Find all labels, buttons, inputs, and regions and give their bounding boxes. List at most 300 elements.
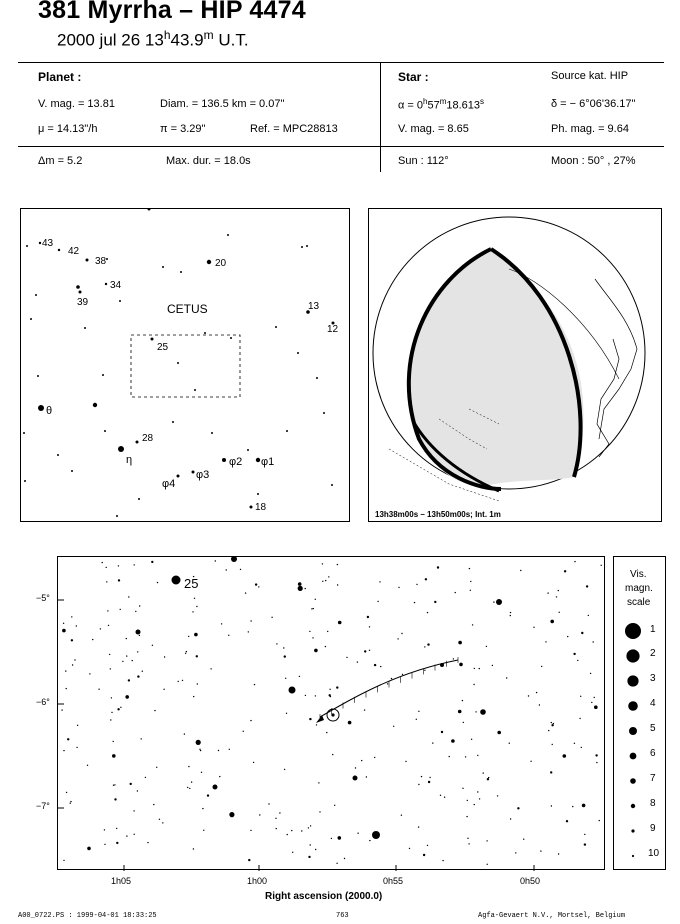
scale-label-10: 10 — [648, 848, 660, 859]
field-star — [595, 754, 597, 756]
field-star — [284, 769, 285, 770]
finder-star — [23, 432, 25, 434]
field-star — [279, 812, 280, 813]
delta-mag: Δm = 5.2 — [38, 155, 83, 167]
field-star — [397, 638, 398, 639]
field-star — [573, 653, 575, 655]
field-star — [253, 762, 254, 763]
field-star — [551, 805, 552, 806]
finder-star — [180, 271, 182, 273]
field-star — [66, 792, 67, 793]
xtick-label-3: 0h55 — [383, 876, 404, 886]
field-star — [162, 822, 163, 823]
path-ticks — [320, 657, 458, 720]
field-star — [147, 842, 148, 843]
field-star — [361, 760, 362, 761]
field-star — [271, 617, 272, 618]
field-star — [374, 664, 376, 666]
field-star — [416, 719, 417, 720]
field-star — [424, 670, 425, 671]
field-star — [427, 612, 428, 613]
field-star — [141, 738, 142, 739]
field-star — [536, 692, 537, 693]
field-star — [567, 636, 568, 637]
field-star — [77, 725, 78, 726]
field-star — [283, 647, 284, 648]
scale-label-6: 6 — [650, 748, 656, 759]
field-star — [458, 710, 462, 714]
scale-label-8: 8 — [650, 798, 656, 809]
field-star — [196, 655, 198, 657]
field-star — [434, 601, 436, 603]
field-star — [581, 632, 583, 634]
finder-star — [30, 318, 32, 320]
field-star — [425, 578, 427, 580]
finder-star — [316, 377, 318, 379]
field-star — [157, 582, 158, 583]
finder-star — [275, 326, 277, 328]
finder-star — [71, 470, 73, 472]
field-star — [483, 772, 484, 773]
field-star — [510, 818, 511, 819]
field-star — [601, 565, 602, 566]
field-star — [517, 807, 519, 809]
scale-dots — [625, 623, 641, 857]
field-star — [243, 731, 244, 732]
column-divider — [380, 62, 381, 172]
field-star — [87, 847, 91, 851]
field-star — [192, 611, 193, 612]
field-star — [109, 654, 110, 655]
field-star — [429, 777, 430, 778]
scale-label-9: 9 — [650, 823, 656, 834]
field-star — [137, 675, 139, 677]
field-star — [108, 625, 109, 626]
field-star — [369, 650, 370, 651]
finder-star — [106, 258, 108, 260]
field-star — [442, 860, 443, 861]
field-star — [391, 678, 392, 679]
field-star — [200, 750, 201, 751]
field-star — [193, 696, 194, 697]
field-star — [401, 633, 402, 634]
field-star — [336, 863, 337, 864]
scale-label-3: 3 — [650, 673, 656, 684]
field-star — [591, 702, 592, 703]
field-star — [325, 646, 326, 647]
field-star — [427, 845, 428, 846]
field-star — [110, 668, 111, 669]
field-star — [116, 842, 118, 844]
finder-star — [102, 374, 104, 376]
field-star — [315, 849, 316, 850]
finder-star — [24, 480, 26, 482]
field-star — [125, 695, 129, 699]
field-star — [72, 664, 73, 665]
finder-star — [138, 498, 140, 500]
field-star — [440, 795, 441, 796]
field-star — [286, 713, 287, 714]
finder-star — [297, 352, 299, 354]
field-star — [322, 581, 323, 582]
field-star — [228, 635, 229, 636]
field-star — [584, 843, 586, 845]
field-star — [126, 835, 127, 836]
page-title: 381 Myrrha – HIP 4474 — [38, 0, 306, 24]
finder-star — [86, 259, 89, 262]
field-star — [118, 579, 120, 581]
field-star — [556, 596, 557, 597]
field-star — [463, 722, 464, 723]
footer-credit: Agfa-Gevaert N.V., Mortsel, Belgium — [478, 912, 626, 920]
field-star — [196, 606, 197, 607]
field-star — [528, 695, 529, 696]
field-star — [472, 624, 473, 625]
field-star — [416, 584, 417, 585]
field-star — [486, 646, 487, 647]
field-star — [287, 834, 288, 835]
finder-star — [162, 266, 164, 268]
field-star — [331, 838, 332, 839]
field-star — [76, 625, 77, 626]
finder-star — [57, 454, 59, 456]
max-duration: Max. dur. = 18.0s — [166, 155, 251, 167]
star-label-phi3: φ3 — [196, 469, 210, 481]
field-star — [310, 825, 311, 826]
field-star — [326, 732, 327, 733]
field-star — [475, 711, 476, 712]
field-star — [255, 583, 257, 585]
field-star — [379, 581, 380, 582]
field-star — [152, 645, 153, 646]
field-star — [590, 673, 591, 674]
field-star — [477, 755, 478, 756]
field-star — [201, 772, 202, 773]
field-star — [154, 710, 155, 711]
finder-star — [247, 449, 249, 451]
field-star — [118, 565, 119, 566]
star-label-12: 12 — [327, 324, 339, 335]
field-star — [159, 819, 160, 820]
field-star — [344, 858, 345, 859]
field-star — [299, 676, 300, 677]
star-label-43: 43 — [42, 238, 54, 249]
field-star — [104, 844, 105, 845]
field-star — [112, 754, 116, 758]
field-star — [329, 689, 330, 690]
finder-star — [286, 430, 288, 432]
field-star — [338, 621, 342, 625]
field-star — [134, 564, 135, 565]
finder-star — [35, 294, 37, 296]
field-star — [427, 643, 429, 645]
planet-motion: μ = 14.13"/h — [38, 123, 98, 135]
planet-vmag: V. mag. = 13.81 — [38, 98, 115, 110]
field-star — [465, 756, 466, 757]
field-star — [226, 569, 227, 570]
field-star — [523, 839, 524, 840]
bright-field-star — [136, 630, 141, 635]
field-star — [315, 695, 316, 696]
finder-star — [37, 375, 39, 377]
x-axis-label: Right ascension (2000.0) — [265, 891, 383, 902]
field-star — [506, 677, 507, 678]
field-star — [313, 608, 314, 609]
field-star — [301, 830, 302, 831]
field-star — [418, 784, 419, 785]
field-star — [284, 655, 286, 657]
finder-star — [222, 458, 226, 462]
star-ra: $\alpha = 0^h57^m18.613^s$ — [398, 97, 485, 112]
field-star — [453, 658, 454, 659]
field-star — [444, 797, 445, 798]
globe-caption: 13h38m00s – 13h50m00s; Int. 1m — [375, 510, 501, 519]
star-phmag: Ph. mag. = 9.64 — [551, 123, 629, 135]
field-star — [210, 668, 211, 669]
field-star — [467, 838, 468, 839]
field-star — [106, 567, 107, 568]
finder-star — [38, 405, 44, 411]
star-label-39: 39 — [77, 297, 89, 308]
field-star — [61, 709, 62, 710]
finder-star — [306, 245, 308, 247]
star-label-28: 28 — [142, 433, 154, 444]
field-star — [128, 596, 129, 597]
field-star — [559, 612, 560, 613]
field-star — [104, 829, 105, 830]
finder-star — [39, 242, 41, 244]
field-star — [110, 719, 111, 720]
finder-chart — [20, 208, 350, 522]
field-star — [258, 586, 259, 587]
scale-dot-10 — [632, 855, 634, 857]
field-star — [428, 781, 430, 783]
field-star — [116, 828, 117, 829]
field-star — [199, 749, 200, 750]
field-star — [564, 570, 566, 572]
field-star — [285, 678, 286, 679]
field-star — [219, 776, 220, 777]
field-star — [563, 754, 567, 758]
scale-dot-3 — [627, 675, 638, 686]
field-star — [128, 679, 130, 681]
field-star — [292, 852, 293, 853]
field-star — [67, 738, 69, 740]
finder-star — [177, 475, 180, 478]
field-star — [547, 592, 548, 593]
finder-star — [194, 389, 196, 391]
finder-star — [58, 249, 60, 251]
bright-field-star — [372, 831, 380, 839]
path-chart — [57, 556, 605, 870]
field-star — [107, 610, 108, 611]
field-star — [401, 815, 402, 816]
field-star — [580, 696, 581, 697]
bright-field-star — [213, 785, 218, 790]
field-star — [441, 731, 443, 733]
field-star — [102, 562, 103, 563]
finder-star — [204, 332, 206, 334]
scale-dot-1 — [625, 623, 641, 639]
star-vmag: V. mag. = 8.65 — [398, 123, 469, 135]
field-star — [421, 776, 422, 777]
field-star — [98, 689, 99, 690]
field-star — [327, 631, 328, 632]
asteroid-path — [320, 660, 458, 717]
field-star — [137, 651, 138, 652]
finder-star — [151, 338, 154, 341]
field-star — [510, 615, 511, 616]
planet-heading: Planet : — [38, 70, 82, 84]
field-star — [510, 612, 511, 613]
finder-star — [118, 446, 124, 452]
star-label-phi4: φ4 — [162, 478, 176, 490]
field-star — [194, 633, 198, 637]
field-star — [308, 856, 310, 858]
finder-star — [192, 471, 195, 474]
field-star — [250, 620, 251, 621]
field-star — [393, 726, 394, 727]
field-star — [577, 660, 578, 661]
field-star — [139, 605, 140, 606]
field-star — [566, 820, 568, 822]
field-star — [497, 795, 498, 796]
field-star — [325, 580, 326, 581]
scale-dot-8 — [631, 804, 635, 808]
scale-label-1: 1 — [650, 624, 656, 635]
field-star — [113, 741, 114, 742]
field-star — [357, 833, 358, 834]
field-star — [459, 663, 463, 667]
field-star — [593, 641, 594, 642]
finder-star — [116, 515, 118, 517]
field-star — [120, 609, 121, 610]
field-star — [377, 601, 378, 602]
field-star — [87, 765, 88, 766]
field-star — [122, 661, 123, 662]
field-star — [250, 830, 251, 831]
field-star — [89, 673, 90, 674]
field-star — [126, 638, 127, 639]
finder-star — [84, 327, 86, 329]
field-star — [245, 592, 246, 593]
field-star — [551, 722, 552, 723]
field-star — [348, 721, 352, 725]
field-star — [259, 814, 260, 815]
field-star — [467, 800, 468, 801]
finder-star — [172, 421, 174, 423]
field-star — [92, 639, 93, 640]
field-star — [487, 864, 488, 865]
field-box — [131, 335, 240, 397]
field-star — [291, 830, 292, 831]
scale-dot-9 — [631, 829, 634, 832]
finder-star — [177, 362, 179, 364]
star-label-phi1: φ1 — [261, 456, 275, 468]
field-star — [366, 776, 367, 777]
field-star — [423, 854, 425, 856]
field-star — [178, 681, 179, 682]
field-star — [479, 668, 480, 669]
field-star — [455, 592, 456, 593]
field-star — [558, 590, 559, 591]
field-star — [574, 743, 575, 744]
field-star — [337, 564, 338, 565]
finder-star — [211, 432, 213, 434]
field-star — [541, 666, 542, 667]
field-star — [153, 804, 154, 805]
star-25-label: 25 — [184, 576, 199, 591]
star-label-25: 25 — [157, 342, 169, 353]
field-star — [424, 646, 425, 647]
field-star — [191, 781, 192, 782]
field-star — [337, 584, 338, 585]
field-star — [120, 707, 121, 708]
bright-field-star — [496, 599, 502, 605]
field-star — [308, 827, 309, 828]
field-star — [71, 639, 73, 641]
finder-star — [207, 260, 211, 264]
field-star — [275, 818, 276, 819]
scale-dot-2 — [626, 649, 639, 662]
field-star — [185, 653, 186, 654]
occulted-star-center — [331, 713, 334, 716]
star-label-theta: θ — [46, 405, 53, 417]
field-star — [471, 739, 472, 740]
xtick-label-1: 1h05 — [111, 876, 132, 886]
field-star — [330, 696, 331, 697]
field-star — [346, 657, 347, 658]
field-star — [312, 637, 313, 638]
field-star — [63, 750, 64, 751]
field-star — [497, 731, 501, 735]
field-star — [196, 740, 201, 745]
scale-title-3: scale — [627, 597, 651, 608]
field-star — [596, 762, 597, 763]
star-label-20: 20 — [215, 258, 227, 269]
star-label-34: 34 — [110, 280, 122, 291]
field-star — [305, 588, 306, 589]
field-star — [316, 724, 317, 725]
field-star — [493, 601, 494, 602]
field-star — [462, 700, 463, 701]
field-star — [367, 616, 369, 618]
ytick-label-2: −6° — [36, 697, 50, 707]
field-star — [470, 581, 471, 582]
field-star — [65, 670, 66, 671]
finder-star — [76, 285, 80, 289]
field-star — [182, 680, 183, 681]
finder-star — [250, 506, 253, 509]
field-star — [229, 812, 234, 817]
field-star — [540, 850, 541, 851]
field-star — [74, 659, 75, 660]
scale-dot-4 — [628, 701, 638, 711]
field-star — [66, 688, 67, 689]
field-star — [551, 724, 553, 726]
field-star — [139, 635, 140, 636]
field-star — [309, 631, 310, 632]
star-heading: Star : — [398, 70, 429, 84]
field-star — [418, 711, 419, 712]
field-star — [398, 587, 399, 588]
star-label-18: 18 — [255, 502, 267, 513]
ytick-label-1: −5° — [36, 593, 50, 603]
scale-label-4: 4 — [650, 698, 656, 709]
bright-field-star — [480, 709, 486, 715]
field-star — [409, 848, 410, 849]
field-star — [574, 561, 575, 562]
